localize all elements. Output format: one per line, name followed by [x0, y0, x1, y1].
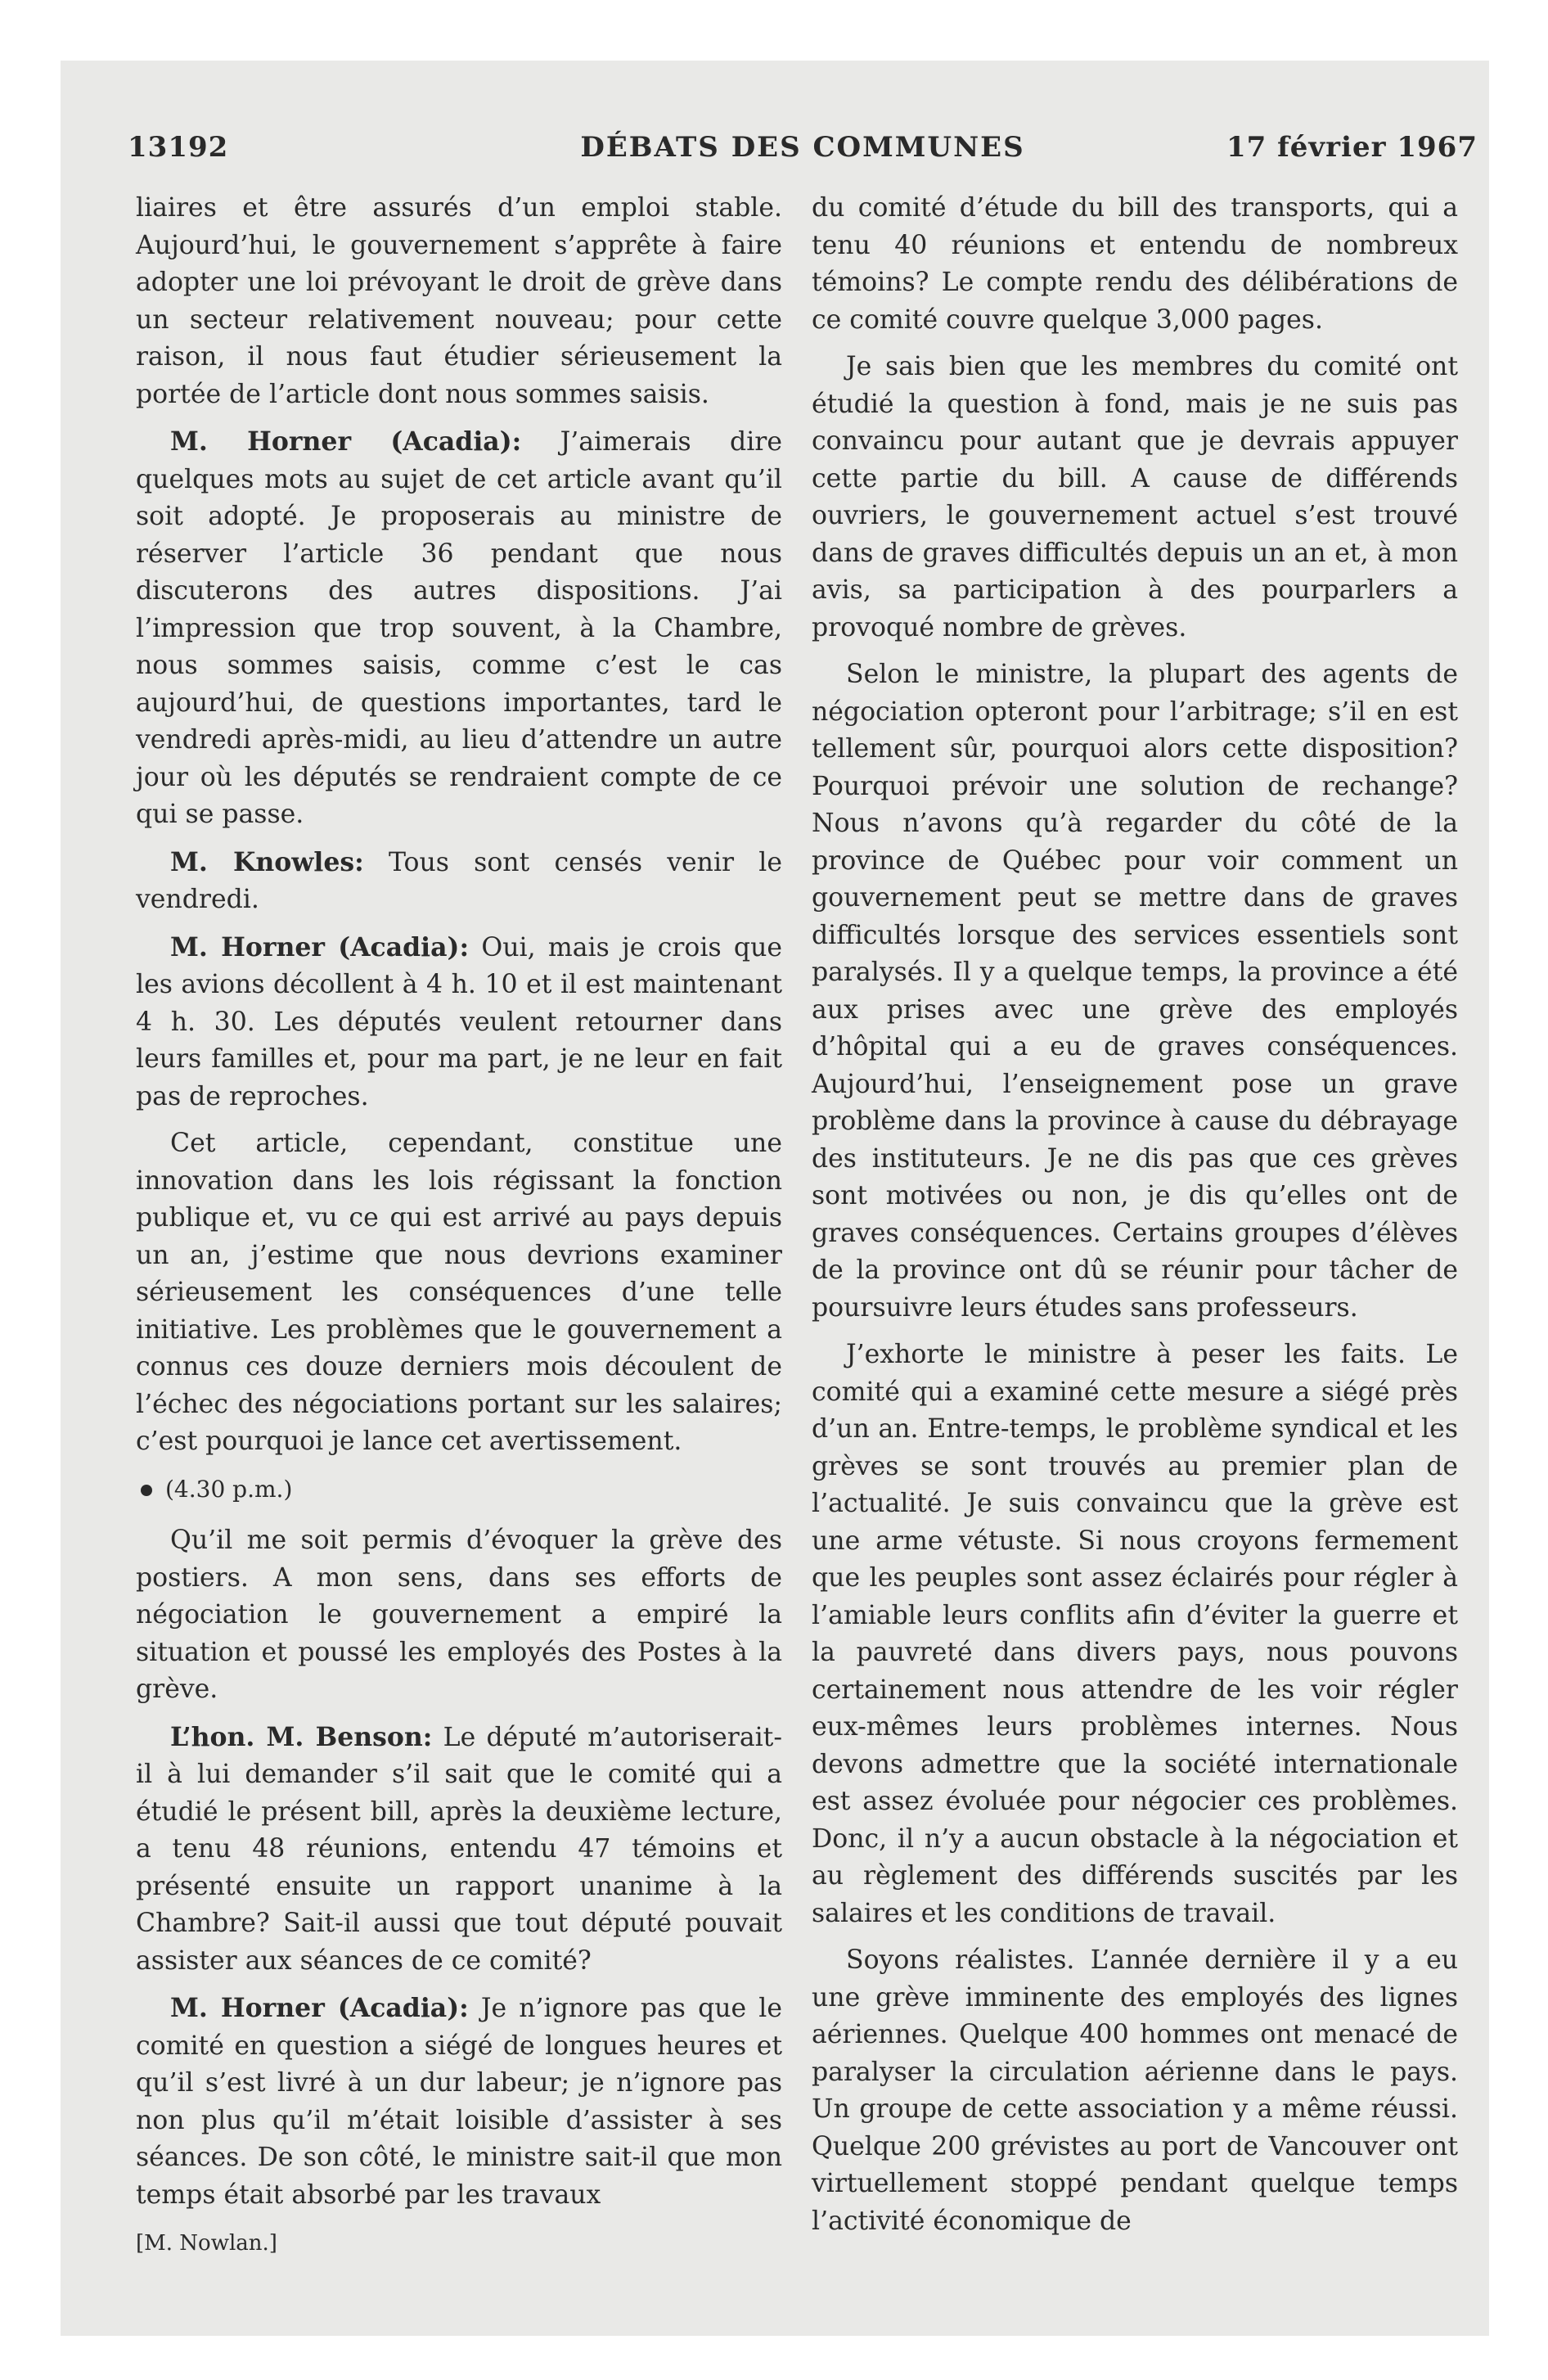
right-paragraph-4: J’exhorte le ministre à peser les faits. Le comité qui a examiné cette mesure a siégé près d’un an. Entre-temps, le problème syndical et les grèves se sont trouvés au premier plan de l’actualité. Je suis convaincu que la grève est une arme vétuste. Si nous croyons fermement que les peuples sont assez éclairés pour régler à l’amiable leurs conflits afin d’éviter la guerre et la pauvreté dans divers pays, nous pouvons certainement nous attendre de les voir régler eux-mêmes leurs problèmes internes. Nous devons admettre que la société internationale est assez évoluée pour négocier ces problèmes. Donc, il n’y a aucun obstacle à la négociation et au règlement des différends suscités par les salaires et les conditions de travail. [812, 1340, 1458, 1928]
left-paragraph-7 [136, 1719, 782, 1981]
speaker-name: M. Knowles: [170, 846, 364, 877]
right-paragraph-3: Selon le ministre, la plupart des agents de négociation opteront pour l’arbitrage; s’il en est tellement sûr, pourquoi alors cette disposition? Pourquoi prévoir une solution de rechange? Nous n’avons qu’à regarder du côté de la province de Québec pour voir comment un gouvernement peut se mettre dans de graves difficultés lorsque des services essentiels sont paralysés. Il y a quelque temps, la province a été aux prises avec une grève des employés d’hôpital qui a eu de graves conséquences. Aujourd’hui, l’enseignement pose un grave problème dans la province à cause du débrayage des instituteurs. Je ne dis pas que ces grèves sont motivées ou non, je dis qu’elles ont de graves conséquences. Certains groupes d’élèves de la province ont dû se réunir pour tâcher de poursuivre leurs études sans professeurs. [812, 660, 1458, 1323]
left-paragraph-5: Cet article, cependant, constitue une innovation dans les lois régissant la fonction publique et, vu ce qui est arrivé au pays depuis un an, j’estime que nous devrions examiner sérieusement les conséquences d’une telle initiative. Les problèmes que le gouvernement a connus ces douze derniers mois découlent de l’échec des négociations portant sur les salaires; c’est pourquoi je lance cet avertissement. [136, 1129, 782, 1456]
page-title: DÉBATS DES COMMUNES [580, 131, 1025, 164]
left-paragraph-6: Qu’il me soit permis d’évoquer la grève des postiers. A mon sens, dans ses efforts de négociation le gouvernement a empiré la situation et poussé les employés des Postes à la grève. [136, 1526, 782, 1704]
speech-text: Je n’ignore pas que le comité en question a siégé de longues heures et qu’il s’est livré à un dur labeur; je n’ignore pas non plus qu’il m’était loisible d’assister à ses séances. De son côté, le ministre sait-il que mon temps était absorbé par les travaux [136, 1994, 782, 2210]
footnote: [M. Nowlan.] [136, 2231, 277, 2256]
speaker-name: M. Horner (Acadia): [170, 931, 470, 962]
speaker-name: L’hon. M. Benson: [170, 1721, 433, 1752]
speech-text: J’aimerais dire quelques mots au sujet de cet article avant qu’il soit adopté. Je proposerais au ministre de réserver l’article 36 pendant que nous discuterons des autres dispositions. J’ai l’impression que trop souvent, à la Chambre, nous sommes saisis, comme c’est le cas aujourd’hui, de questions importantes, tard le vendredi après-midi, au lieu d’attendre un autre jour où les députés se rendraient compte de ce qui se passe. [136, 427, 782, 829]
left-column [136, 190, 782, 2263]
left-paragraph-2 [136, 423, 782, 834]
left-paragraph-1: liaires et être assurés d’un emploi stable. Aujourd’hui, le gouvernement s’apprête à faire adopter une loi prévoyant le droit de grève dans un secteur relativement nouveau; pour cette raison, il nous faut étudier sérieusement la portée de l’article dont nous sommes saisis. [136, 193, 782, 409]
timestamp-line [136, 1471, 782, 1508]
timestamp: (4.30 p.m.) [165, 1475, 293, 1503]
left-paragraph-3 [136, 844, 782, 919]
right-paragraph-5: Soyons réalistes. L’année dernière il y a eu une grève imminente des employés des lignes aériennes. Quelque 400 hommes ont menacé de paralyser la circulation aérienne dans le pays. Un groupe de cette association y a même réussi. Quelque 200 grévistes au port de Vancouver ont virtuellement stoppé pendant quelque temps l’activité économique de [812, 1945, 1458, 2236]
speaker-name: M. Horner (Acadia): [170, 1993, 469, 2023]
bullet-icon [141, 1485, 152, 1496]
page-date: 17 février 1967 [1226, 131, 1478, 164]
right-column [812, 190, 1458, 2250]
speech-text: Tous sont censés venir le vendredi. [136, 847, 782, 914]
left-paragraph-4 [136, 929, 782, 1116]
right-paragraph-1: du comité d’étude du bill des transports, qui a tenu 40 réunions et entendu de nombreux témoins? Le compte rendu des délibérations de ce comité couvre quelque 3,000 pages. [812, 193, 1458, 335]
left-paragraph-8 [136, 1990, 782, 2214]
speaker-name: M. Horner (Acadia): [170, 426, 522, 457]
right-paragraph-2: Je sais bien que les membres du comité ont étudié la question à fond, mais je ne suis pas convaincu pour autant que je devrais appuyer cette partie du bill. A cause de différends ouvriers, le gouvernement actuel s’est trouvé dans de graves difficultés depuis un an et, à mon avis, sa participation à des pourparlers a provoqué nombre de grèves. [812, 352, 1458, 642]
page-number: 13192 [128, 131, 229, 164]
speech-text: Le député m’autoriserait-il à lui demander s’il sait que le comité qui a étudié le présent bill, après la deuxième lecture, a tenu 48 réunions, entendu 47 témoins et présenté ensuite un rapport unanime à la Chambre? Sait-il aussi que tout député pouvait assister aux séances de ce comité? [136, 1722, 782, 1976]
page-header [128, 131, 1478, 175]
speech-text: Oui, mais je crois que les avions décollent à 4 h. 10 et il est maintenant 4 h. 30. Les députés veulent retourner dans leurs familles et, pour ma part, je ne leur en fait pas de reproches. [136, 932, 783, 1111]
